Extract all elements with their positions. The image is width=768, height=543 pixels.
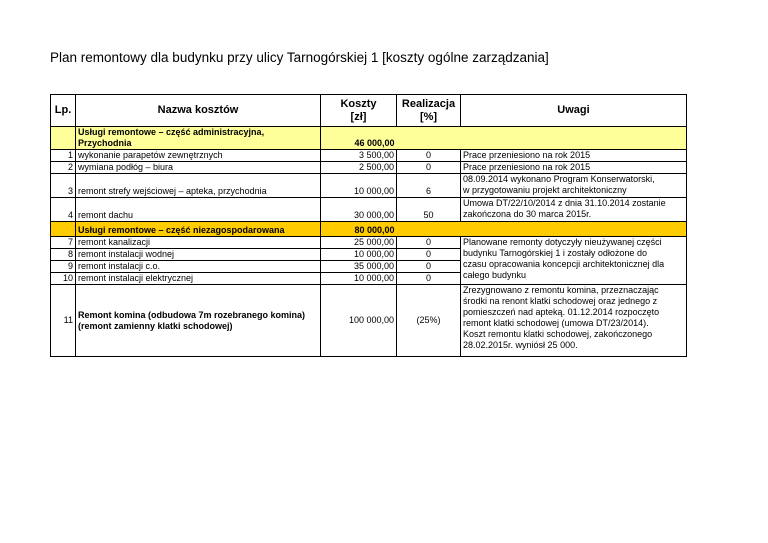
row10-realization: 0 [397,273,461,285]
row11-note-line4: remont klatki schodowej (umowa DT/23/2014). [463,318,649,328]
section1-total: 46 000,00 [321,127,397,150]
table-row [51,237,687,249]
row8-cost: 10 000,00 [321,249,397,261]
section2-note [461,237,687,285]
row8-name: remont instalacji wodnej [76,249,321,261]
row3-name: remont strefy wejściowej – apteka, przychodnia [76,174,321,198]
header-notes: Uwagi [461,95,687,127]
section2-note-line3: czasu opracowania koncepcji architektonicznej dla [463,259,665,269]
row3-realization: 6 [397,174,461,198]
row1-lp: 1 [51,150,76,162]
row10-cost: 10 000,00 [321,273,397,285]
table-row [51,285,687,357]
row11-name-line2: (remont zamienny klatki schodowej) [78,320,233,331]
row2-cost: 2 500,00 [321,162,397,174]
section2-row [51,222,687,237]
row11-realization: (25%) [397,285,461,357]
row7-realization: 0 [397,237,461,249]
row9-cost: 35 000,00 [321,261,397,273]
header-realization [397,95,461,127]
section2-total: 80 000,00 [321,222,397,237]
row3-lp: 3 [51,174,76,198]
header-real-line1: Realizacja [401,97,456,110]
row3-note-line1: 08.09.2014 wykonano Program Konserwatorski, [463,174,655,184]
row4-note-line1: Umowa DT/22/10/2014 z dnia 31.10.2014 zostanie [463,198,666,208]
row11-note-line2: środki na renont klatki schodowej oraz jednego z [463,296,658,306]
document-title: Plan remontowy dla budynku przy ulicy Tarnogórskiej 1 [koszty ogólne zarządzania] [50,50,549,65]
table-row [51,174,687,198]
row11-cost: 100 000,00 [321,285,397,357]
row11-note-line6: 28.02.2015r. wyniósł 25 000. [463,340,578,350]
row11-name-line1: Remont komina (odbudowa 7m rozebranego komina) [78,309,306,320]
header-real-line2: [%] [419,110,438,123]
row4-lp: 4 [51,198,76,222]
header-cost-line2: [zł] [350,110,367,123]
row8-realization: 0 [397,249,461,261]
row11-note-line1: Zrezygnowano z remontu komina, przeznaczając [463,285,659,295]
table-row [51,150,687,162]
section1-title: Usługi remontowe – część administracyjna, Przychodnia [76,127,321,150]
section2-note-line1: Planowane remonty dotyczyły nieużywanej części [463,237,662,247]
row1-note: Prace przeniesiono na rok 2015 [461,150,687,162]
header-row [51,95,687,127]
row3-cost: 10 000,00 [321,174,397,198]
row9-name: remont instalacji c.o. [76,261,321,273]
row7-cost: 25 000,00 [321,237,397,249]
section2-note-line2: budynku Tarnogórskiej 1 i zostały odłożone do [463,248,647,258]
row11-note [461,285,687,357]
row4-cost: 30 000,00 [321,198,397,222]
row4-realization: 50 [397,198,461,222]
row2-note: Prace przeniesiono na rok 2015 [461,162,687,174]
header-name: Nazwa kosztów [76,95,321,127]
section2-note-line4: całego budynku [463,270,527,280]
row3-note-line2: w przygotowaniu projekt architektoniczny [463,185,627,195]
section2-title: Usługi remontowe – część niezagospodarowana [76,222,321,237]
header-cost [321,95,397,127]
row9-lp: 9 [51,261,76,273]
table-row [51,198,687,222]
row4-name: remont dachu [76,198,321,222]
row2-name: wymiana podłóg – biura [76,162,321,174]
header-cost-line1: Koszty [340,97,377,110]
row11-note-line3: pomieszczeń nad apteką. 01.12.2014 rozpoczęto [463,307,660,317]
row4-note [461,198,687,222]
row2-lp: 2 [51,162,76,174]
row4-note-line2: zakończona do 30 marca 2015r. [463,209,592,219]
row1-name: wykonanie parapetów zewnętrznych [76,150,321,162]
row10-name: remont instalacji elektrycznej [76,273,321,285]
row1-cost: 3 500,00 [321,150,397,162]
row3-note [461,174,687,198]
table-row [51,162,687,174]
row11-name [76,285,321,357]
renovation-plan-table [50,94,687,357]
row1-realization: 0 [397,150,461,162]
header-lp: Lp. [51,95,76,127]
row11-note-line5: Koszt remontu klatki schodowej, zakończonego [463,329,653,339]
row11-lp: 11 [51,285,76,357]
row7-lp: 7 [51,237,76,249]
row10-lp: 10 [51,273,76,285]
row7-name: remont kanalizacji [76,237,321,249]
row2-realization: 0 [397,162,461,174]
row9-realization: 0 [397,261,461,273]
section1-row [51,127,687,150]
row8-lp: 8 [51,249,76,261]
